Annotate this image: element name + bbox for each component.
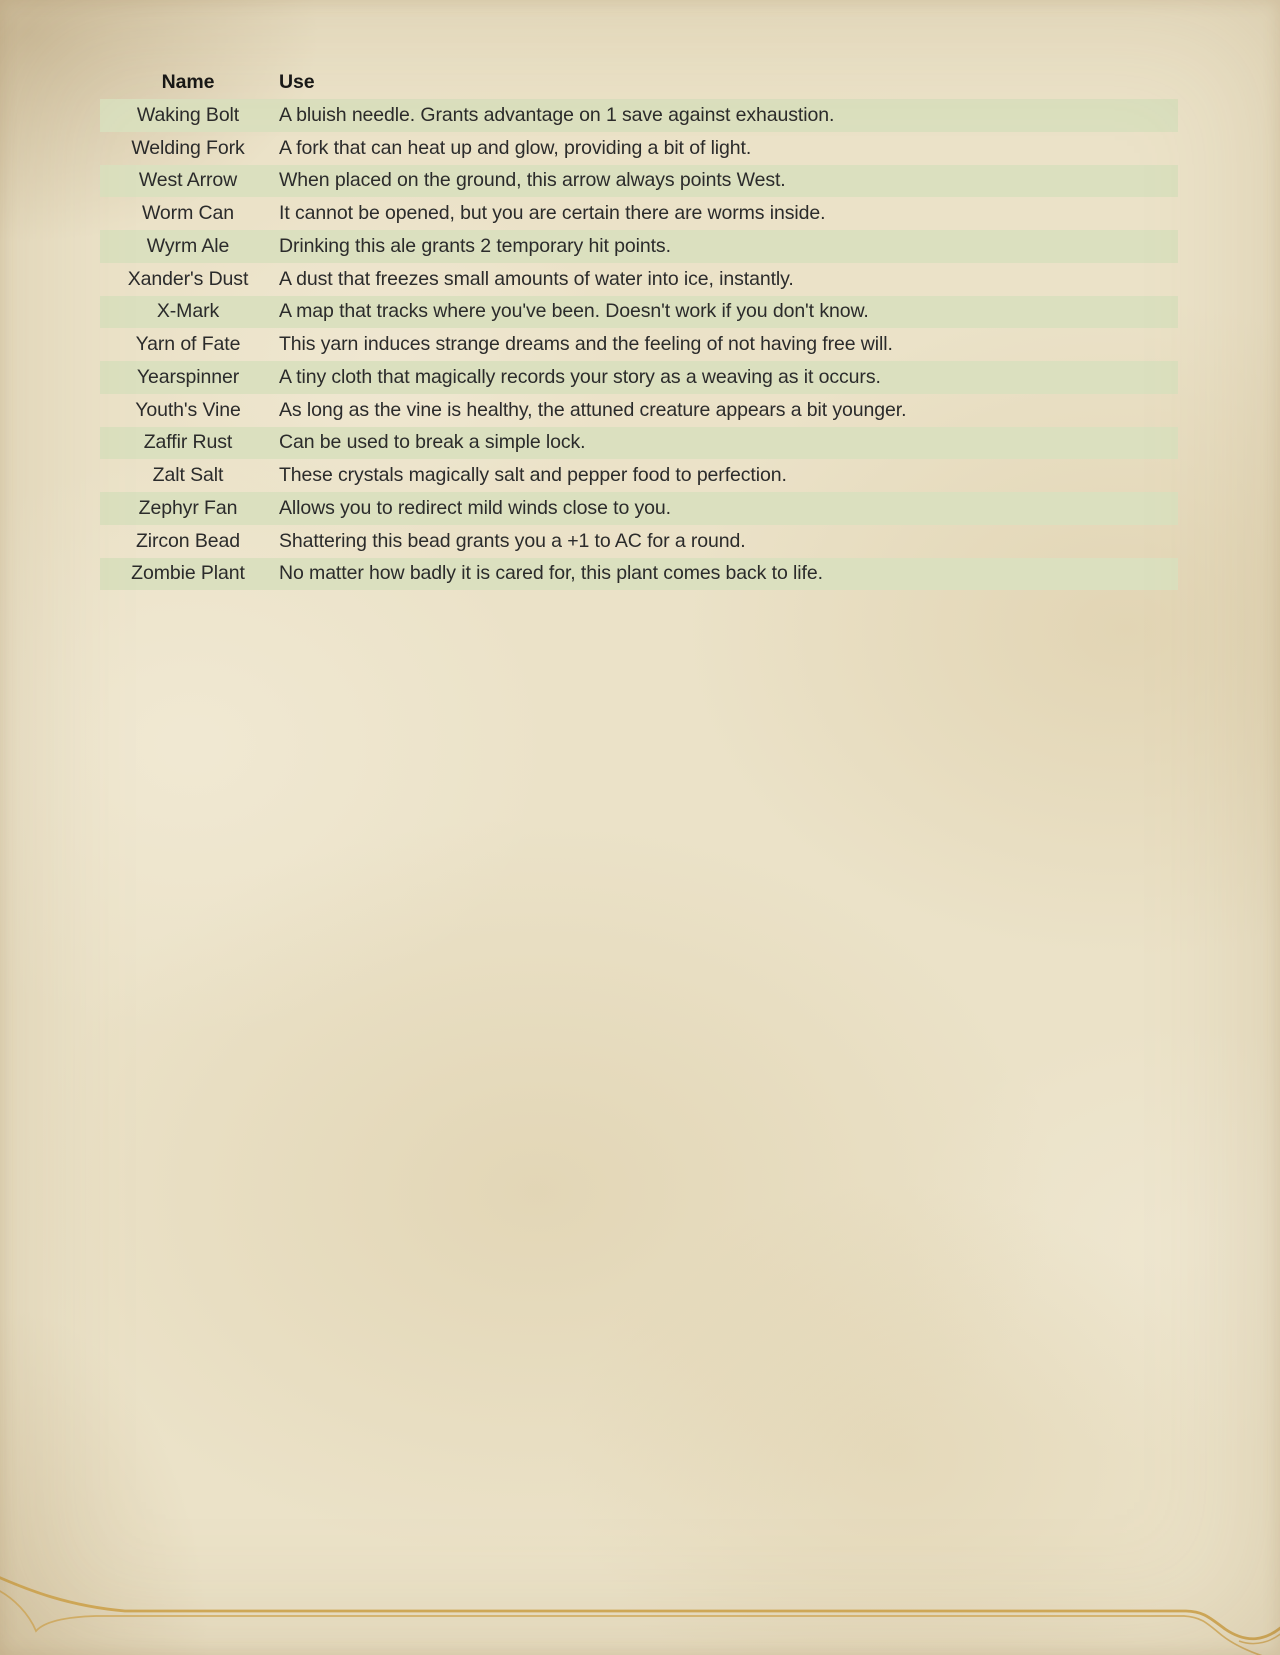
item-name-cell: West Arrow xyxy=(138,169,238,192)
item-use-cell: This yarn induces strange dreams and the feeling of not having free will. xyxy=(279,333,893,356)
table-row xyxy=(100,296,1178,329)
item-use-cell: As long as the vine is healthy, the attuned creature appears a bit younger. xyxy=(279,398,907,421)
item-name-cell: Zephyr Fan xyxy=(138,496,238,519)
item-use-cell: Can be used to break a simple lock. xyxy=(279,431,586,454)
item-use-cell: Allows you to redirect mild winds close to you. xyxy=(279,496,671,519)
item-use-cell: Drinking this ale grants 2 temporary hit points. xyxy=(279,234,671,257)
item-name-cell: Zalt Salt xyxy=(152,464,224,487)
table-row xyxy=(100,99,1178,132)
item-use-cell: A map that tracks where you've been. Doesn't work if you don't know. xyxy=(279,300,869,323)
item-use-cell: These crystals magically salt and pepper food to perfection. xyxy=(279,464,787,487)
table-row xyxy=(100,525,1178,558)
item-use-cell: Shattering this bead grants you a +1 to AC for a round. xyxy=(279,529,746,552)
item-use-cell: When placed on the ground, this arrow always points West. xyxy=(279,169,786,192)
column-header-use: Use xyxy=(279,70,315,93)
item-use-cell: A dust that freezes small amounts of water into ice, instantly. xyxy=(279,267,794,290)
item-name-cell: Wyrm Ale xyxy=(146,234,230,257)
table-row xyxy=(100,459,1178,492)
item-name-cell: Worm Can xyxy=(141,202,235,225)
table-row xyxy=(100,328,1178,361)
item-use-cell: A tiny cloth that magically records your story as a weaving as it occurs. xyxy=(279,365,881,388)
item-use-cell: No matter how badly it is cared for, this plant comes back to life. xyxy=(279,562,823,585)
table-row xyxy=(100,492,1178,525)
footer-flourish-icon xyxy=(0,1530,1280,1655)
table-row xyxy=(100,197,1178,230)
table-row xyxy=(100,558,1178,591)
item-name-cell: Zombie Plant xyxy=(131,562,245,585)
item-use-cell: It cannot be opened, but you are certain there are worms inside. xyxy=(279,202,826,225)
item-name-cell: Waking Bolt xyxy=(136,103,240,126)
table-row xyxy=(100,132,1178,165)
item-name-cell: Yarn of Fate xyxy=(135,333,241,356)
item-name-cell: Xander's Dust xyxy=(127,267,249,290)
column-header-name: Name xyxy=(161,70,215,93)
item-name-cell: Zircon Bead xyxy=(135,529,241,552)
item-name-cell: X-Mark xyxy=(156,300,220,323)
item-use-cell: A fork that can heat up and glow, providing a bit of light. xyxy=(279,136,752,159)
table-row xyxy=(100,263,1178,296)
item-name-cell: Zaffir Rust xyxy=(143,431,233,454)
table-row xyxy=(100,361,1178,394)
item-use-cell: A bluish needle. Grants advantage on 1 save against exhaustion. xyxy=(279,103,835,126)
item-name-cell: Youth's Vine xyxy=(135,398,241,421)
item-table xyxy=(100,65,1178,590)
item-name-cell: Welding Fork xyxy=(131,136,245,159)
table-row xyxy=(100,230,1178,263)
table-row xyxy=(100,427,1178,460)
item-name-cell: Yearspinner xyxy=(136,365,240,388)
table-row xyxy=(100,394,1178,427)
table-row xyxy=(100,165,1178,198)
table-header-row xyxy=(100,65,1178,99)
